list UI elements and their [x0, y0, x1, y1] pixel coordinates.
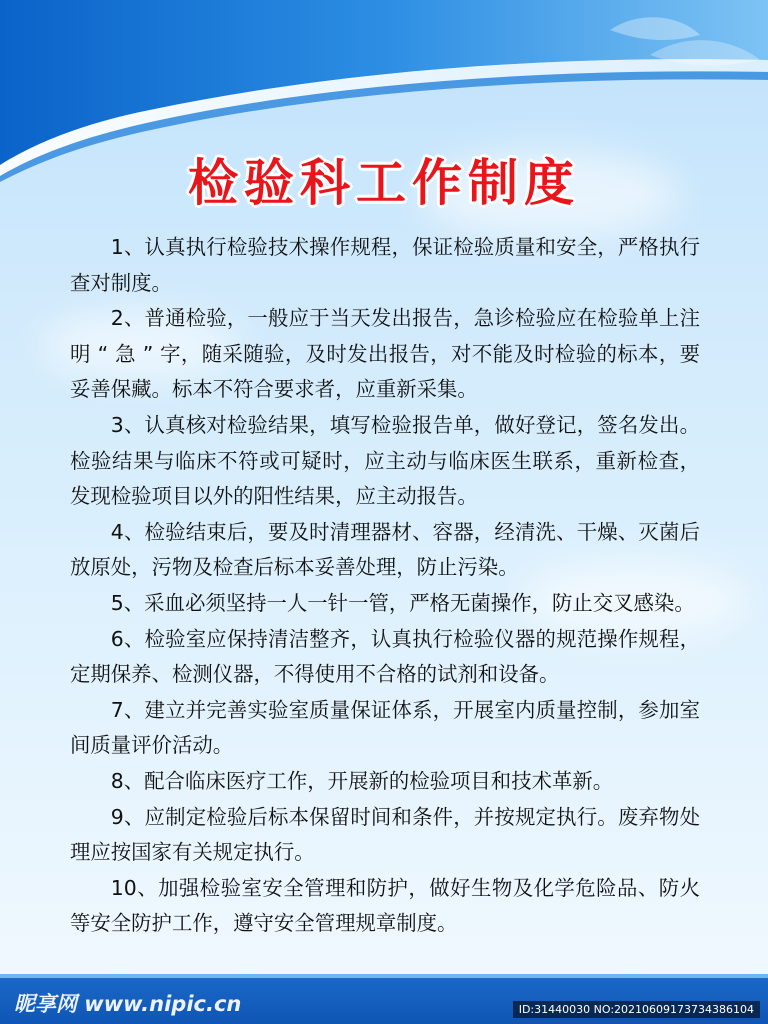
- page-title: 检验科工作制度: [188, 154, 580, 212]
- rule-item: 2、普通检验，一般应于当天发出报告，急诊检验应在检验单上注明 “ 急 ” 字，随采随验，及时发出报告，对不能及时检验的标本，要妥善保藏。标本不符合要求者，应重新采集。: [70, 306, 700, 402]
- rule-item: 3、认真核对检验结果，填写检验报告单，做好登记，签名发出。检验结果与临床不符或可疑时，应主动与临床医生联系，重新检查，发现检验项目以外的阳性结果，应主动报告。: [70, 412, 700, 509]
- rule-item: 5、采血必须坚持一人一针一管，严格无菌操作，防止交叉感染。: [110, 590, 695, 615]
- watermark-id: ID:31440030 NO:20210609173734386104: [513, 1001, 760, 1018]
- rule-item: 1、认真执行检验技术操作规程，保证检验质量和安全，严格执行查对制度。: [70, 235, 700, 295]
- rule-item: 9、应制定检验后标本保留时间和条件，并按规定执行。废弃物处理应按国家有关规定执行。: [70, 804, 700, 865]
- rules-list: [70, 230, 700, 942]
- rule-item: 4、检验结束后，要及时清理器材、容器，经清洗、干燥、灭菌后放原处，污物及检查后标本妥善处理，防止污染。: [70, 519, 700, 580]
- rule-item: 8、配合临床医疗工作，开展新的检验项目和技术革新。: [110, 768, 614, 793]
- rule-item: 6、检验室应保持清洁整齐，认真执行检验仪器的规范操作规程，定期保养、检测仪器，不得使用不合格的试剂和设备。: [70, 626, 700, 687]
- rule-item: 7、建立并完善实验室质量保证体系，开展室内质量控制，参加室间质量评价活动。: [70, 697, 700, 758]
- watermark-brand: 昵享网 www.nipic.cn: [14, 992, 242, 1016]
- rule-item: 10、加强检验室安全管理和防护，做好生物及化学危险品、防火等安全防护工作，遵守安全管理规章制度。: [70, 875, 700, 936]
